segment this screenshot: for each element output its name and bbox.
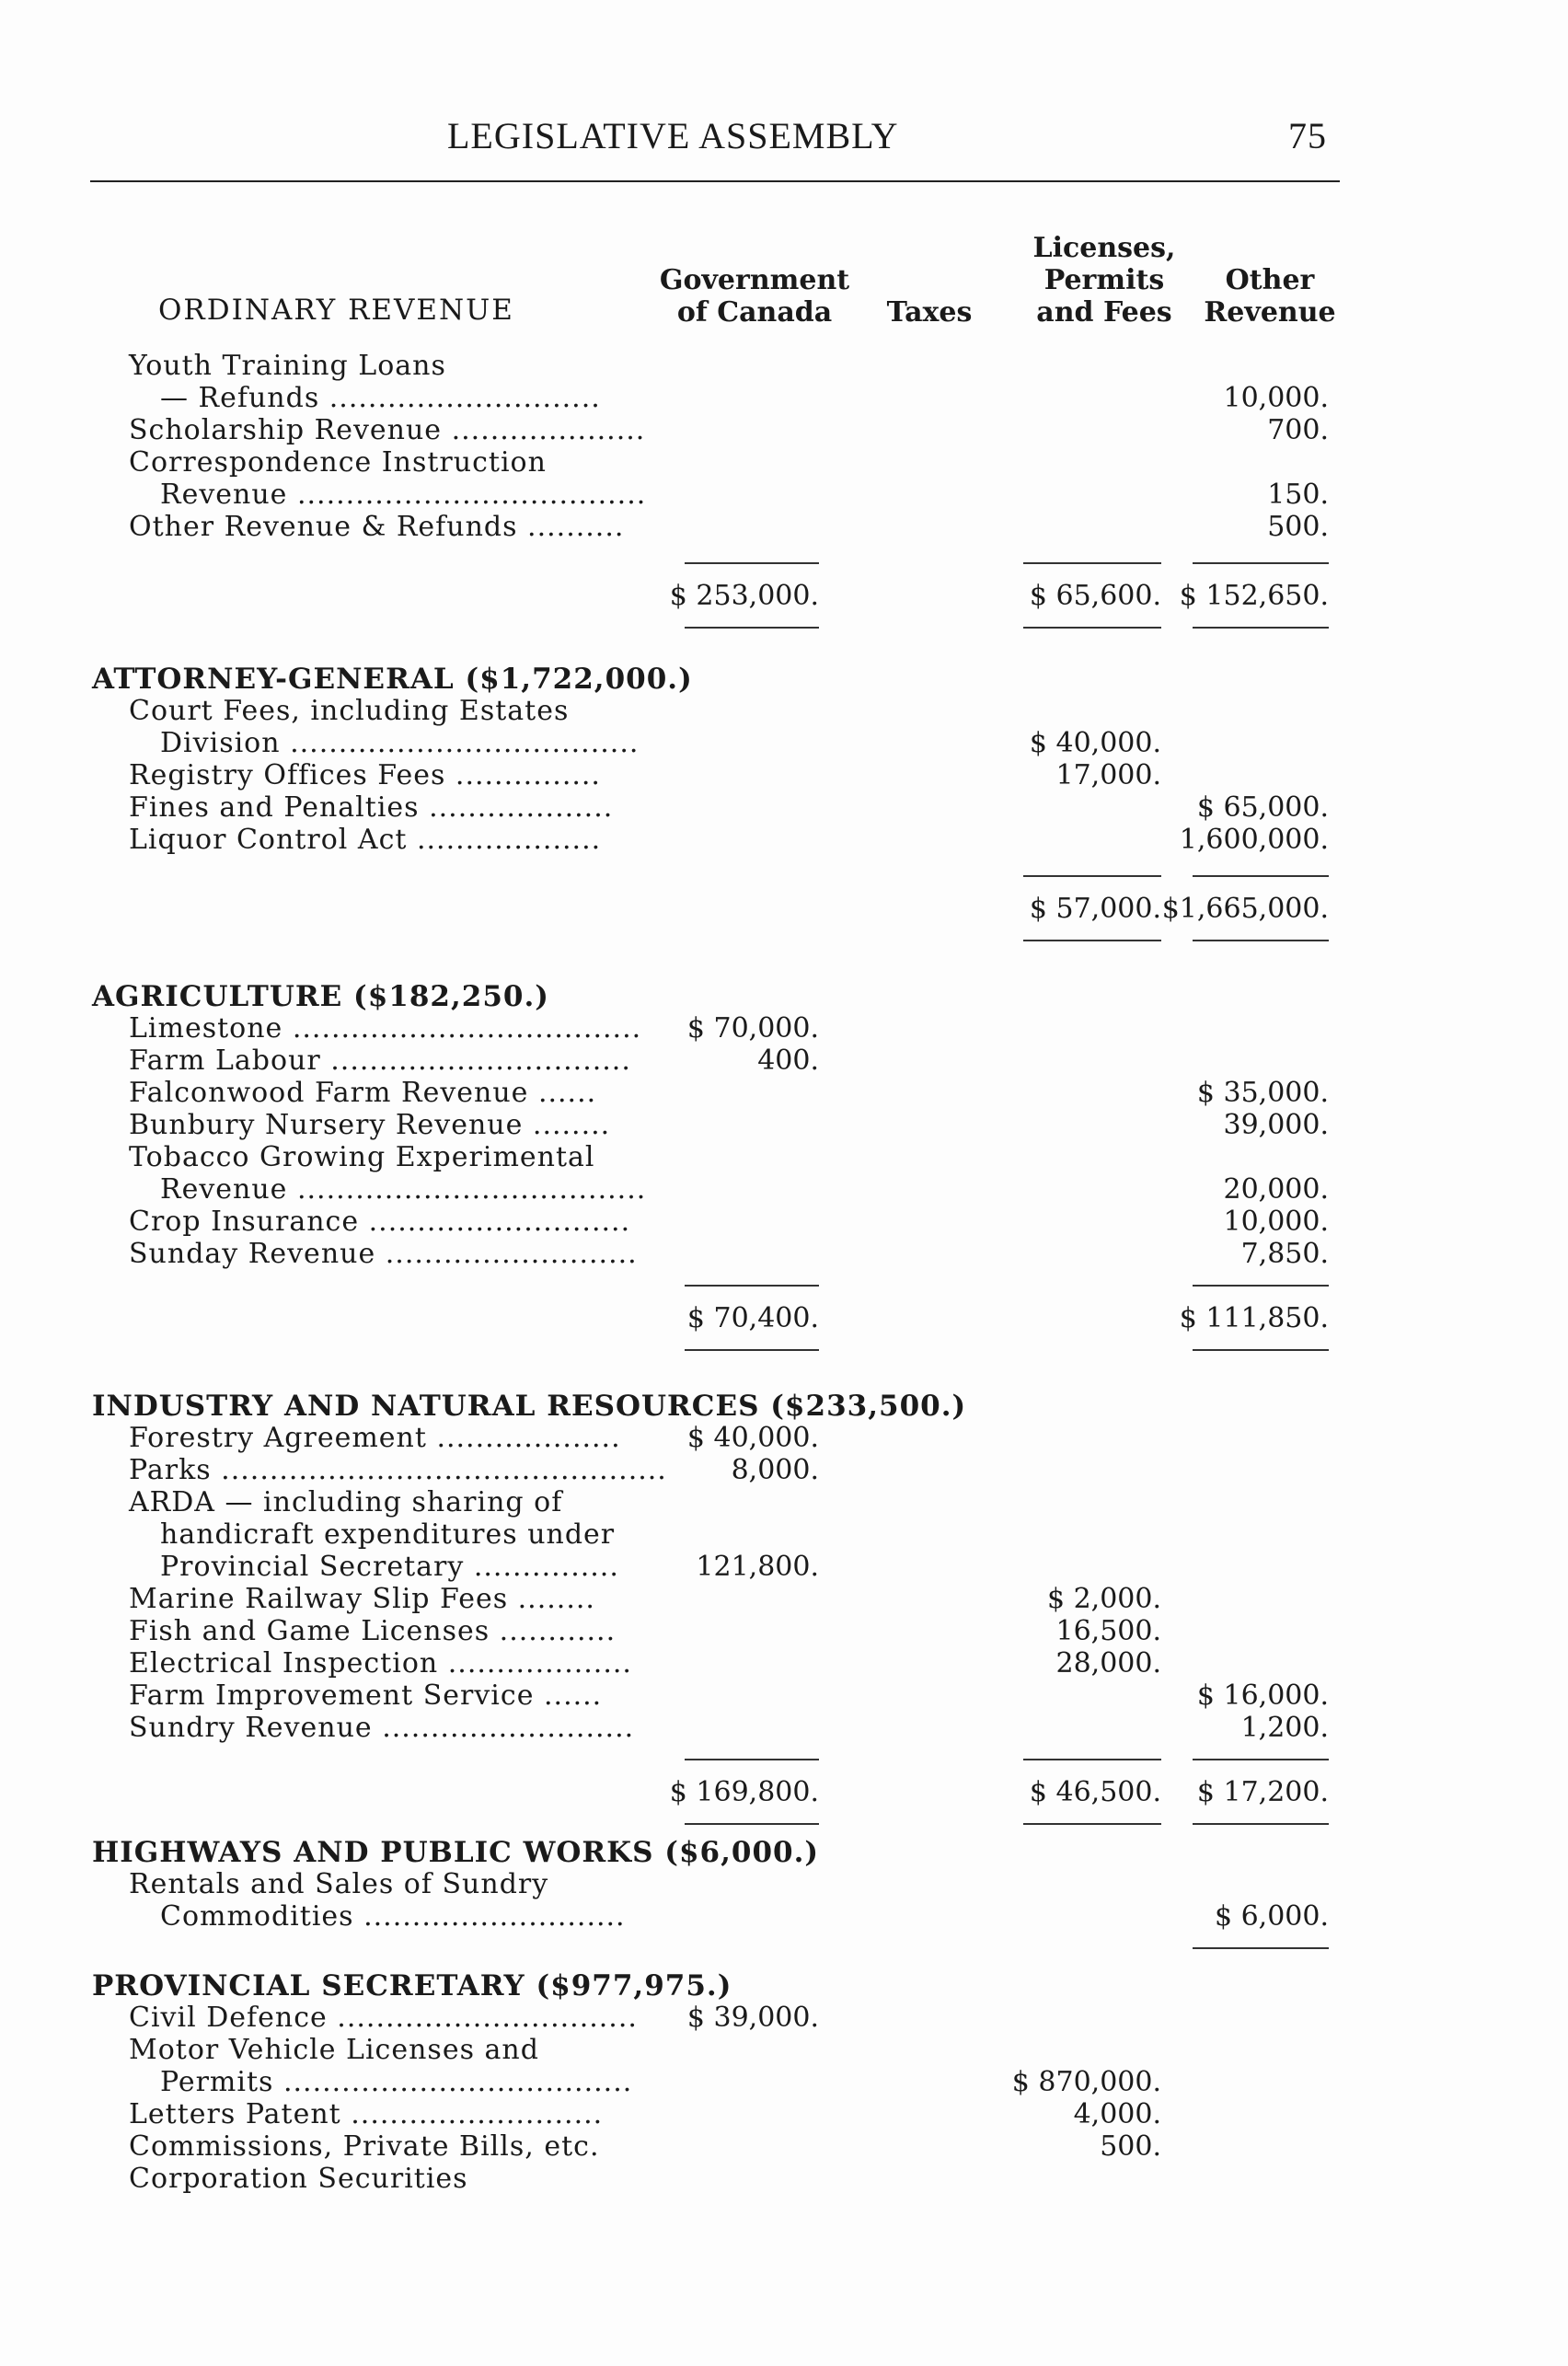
amount-lic: 16,500. [1055,1615,1161,1647]
section-heading: INDUSTRY AND NATURAL RESOURCES ($233,500.) [92,1390,967,1423]
amount-lic: $ 57,000. [1029,893,1161,925]
line-item-label: Motor Vehicle Licenses and [129,2034,539,2066]
line-item-label: Permits .................................... [160,2066,633,2098]
amount-gov: 8,000. [731,1454,819,1486]
amount-other: 39,000. [1223,1109,1329,1141]
section-heading-ordinary-revenue: ORDINARY REVENUE [158,294,514,327]
column-head-taxes: Taxes [886,296,973,329]
amount-other: $ 111,850. [1179,1302,1329,1334]
total-rule [685,627,819,629]
line-item-label: Farm Labour ............................... [129,1045,631,1077]
line-item-label: Letters Patent .......................... [129,2098,604,2130]
amount-lic: $ 2,000. [1046,1583,1161,1615]
amount-lic: $ 65,600. [1029,580,1161,612]
line-item-label: Crop Insurance ........................... [129,1206,631,1238]
amount-gov: 400. [757,1045,819,1077]
amount-other: $ 17,200. [1196,1776,1329,1808]
amount-gov: $ 70,000. [686,1012,819,1045]
amount-gov: $ 253,000. [669,580,819,612]
line-item-label: Marine Railway Slip Fees ........ [129,1583,595,1615]
total-rule [1193,1349,1329,1351]
amount-lic: $ 870,000. [1011,2066,1161,2098]
section-heading: AGRICULTURE ($182,250.) [92,980,549,1013]
total-rule [1193,627,1329,629]
total-rule [1193,562,1329,564]
amount-other: 1,600,000. [1179,824,1329,856]
line-item-label: Bunbury Nursery Revenue ........ [129,1109,611,1141]
line-item-label: Electrical Inspection ................... [129,1647,632,1679]
total-rule [1023,562,1161,564]
total-rule [685,1823,819,1825]
section-heading: ATTORNEY-GENERAL ($1,722,000.) [92,663,693,696]
line-item-label: Parks .............................................. [129,1454,667,1486]
line-item-label: Forestry Agreement ................... [129,1422,621,1454]
amount-lic: 500. [1100,2130,1161,2163]
running-header-title: LEGISLATIVE ASSEMBLY [447,115,899,156]
line-item-label: Provincial Secretary ............... [160,1551,619,1583]
page-number: 75 [1288,115,1327,156]
amount-other: $ 65,000. [1196,791,1329,824]
amount-lic: 28,000. [1055,1647,1161,1679]
line-item-label: Youth Training Loans [129,350,446,382]
total-rule [685,562,819,564]
line-item-label: Farm Improvement Service ...... [129,1679,603,1712]
line-item-label: Sunday Revenue .......................... [129,1238,638,1270]
total-rule [1193,940,1329,941]
line-item-label: ARDA — including sharing of [129,1486,563,1518]
column-head-government: Government of Canada [659,264,850,329]
line-item-label: Division .................................... [160,727,640,759]
line-item-label: Fines and Penalties ................... [129,791,614,824]
line-item-label: Court Fees, including Estates [129,695,570,727]
amount-other: 500. [1267,511,1329,543]
amount-lic: 4,000. [1073,2098,1161,2130]
amount-other: $1,665,000. [1161,893,1329,925]
amount-other: 20,000. [1223,1173,1329,1206]
total-rule [1023,627,1161,629]
total-rule [1023,1823,1161,1825]
total-rule [1023,1759,1161,1760]
amount-other: $ 35,000. [1196,1077,1329,1109]
total-rule [1193,1823,1329,1825]
line-item-label: Tobacco Growing Experimental [129,1141,595,1173]
amount-other: $ 152,650. [1179,580,1329,612]
line-item-label: Commissions, Private Bills, etc. [129,2130,600,2163]
total-rule [1023,940,1161,941]
total-rule [1193,1759,1329,1760]
line-item-label: Registry Offices Fees ............... [129,759,601,791]
total-rule [1023,875,1161,877]
column-head-other: Other Revenue [1204,264,1336,329]
line-item-label: Liquor Control Act ................... [129,824,602,856]
amount-gov: $ 70,400. [686,1302,819,1334]
amount-other: 10,000. [1223,382,1329,414]
column-head-licenses: Licenses, Permits and Fees [1032,232,1176,329]
line-item-label: Falconwood Farm Revenue ...... [129,1077,597,1109]
amount-gov: $ 40,000. [686,1422,819,1454]
line-item-label: Scholarship Revenue .................... [129,414,646,446]
amount-lic: $ 40,000. [1029,727,1161,759]
amount-other: 1,200. [1240,1712,1329,1744]
section-heading: HIGHWAYS AND PUBLIC WORKS ($6,000.) [92,1836,820,1869]
total-rule [685,1349,819,1351]
line-item-label: Civil Defence ............................... [129,2002,638,2034]
line-item-label: Commodities ........................... [160,1900,626,1933]
total-rule [685,1285,819,1287]
line-item-label: Sundry Revenue .......................... [129,1712,635,1744]
line-item-label: Fish and Game Licenses ............ [129,1615,617,1647]
amount-other: 10,000. [1223,1206,1329,1238]
section-heading: PROVINCIAL SECRETARY ($977,975.) [92,1969,732,2002]
amount-gov: $ 169,800. [669,1776,819,1808]
amount-other: 700. [1267,414,1329,446]
amount-lic: $ 46,500. [1029,1776,1161,1808]
total-rule [1193,1947,1329,1949]
amount-gov: 121,800. [696,1551,819,1583]
line-item-label: Limestone .................................... [129,1012,642,1045]
total-rule [1193,875,1329,877]
amount-gov: $ 39,000. [686,2002,819,2034]
line-item-label: Corporation Securities [129,2163,468,2195]
line-item-label: Revenue .................................... [160,479,647,511]
amount-lic: 17,000. [1055,759,1161,791]
total-rule [1193,1285,1329,1287]
total-rule [685,1759,819,1760]
line-item-label: — Refunds ............................ [160,382,601,414]
line-item-label: Other Revenue & Refunds .......... [129,511,625,543]
amount-other: 150. [1267,479,1329,511]
line-item-label: handicraft expenditures under [160,1518,616,1551]
line-item-label: Revenue .................................... [160,1173,647,1206]
header-rule [90,180,1340,182]
amount-other: $ 16,000. [1196,1679,1329,1712]
amount-other: 7,850. [1240,1238,1329,1270]
amount-other: $ 6,000. [1214,1900,1329,1933]
line-item-label: Correspondence Instruction [129,446,547,479]
line-item-label: Rentals and Sales of Sundry [129,1868,549,1900]
